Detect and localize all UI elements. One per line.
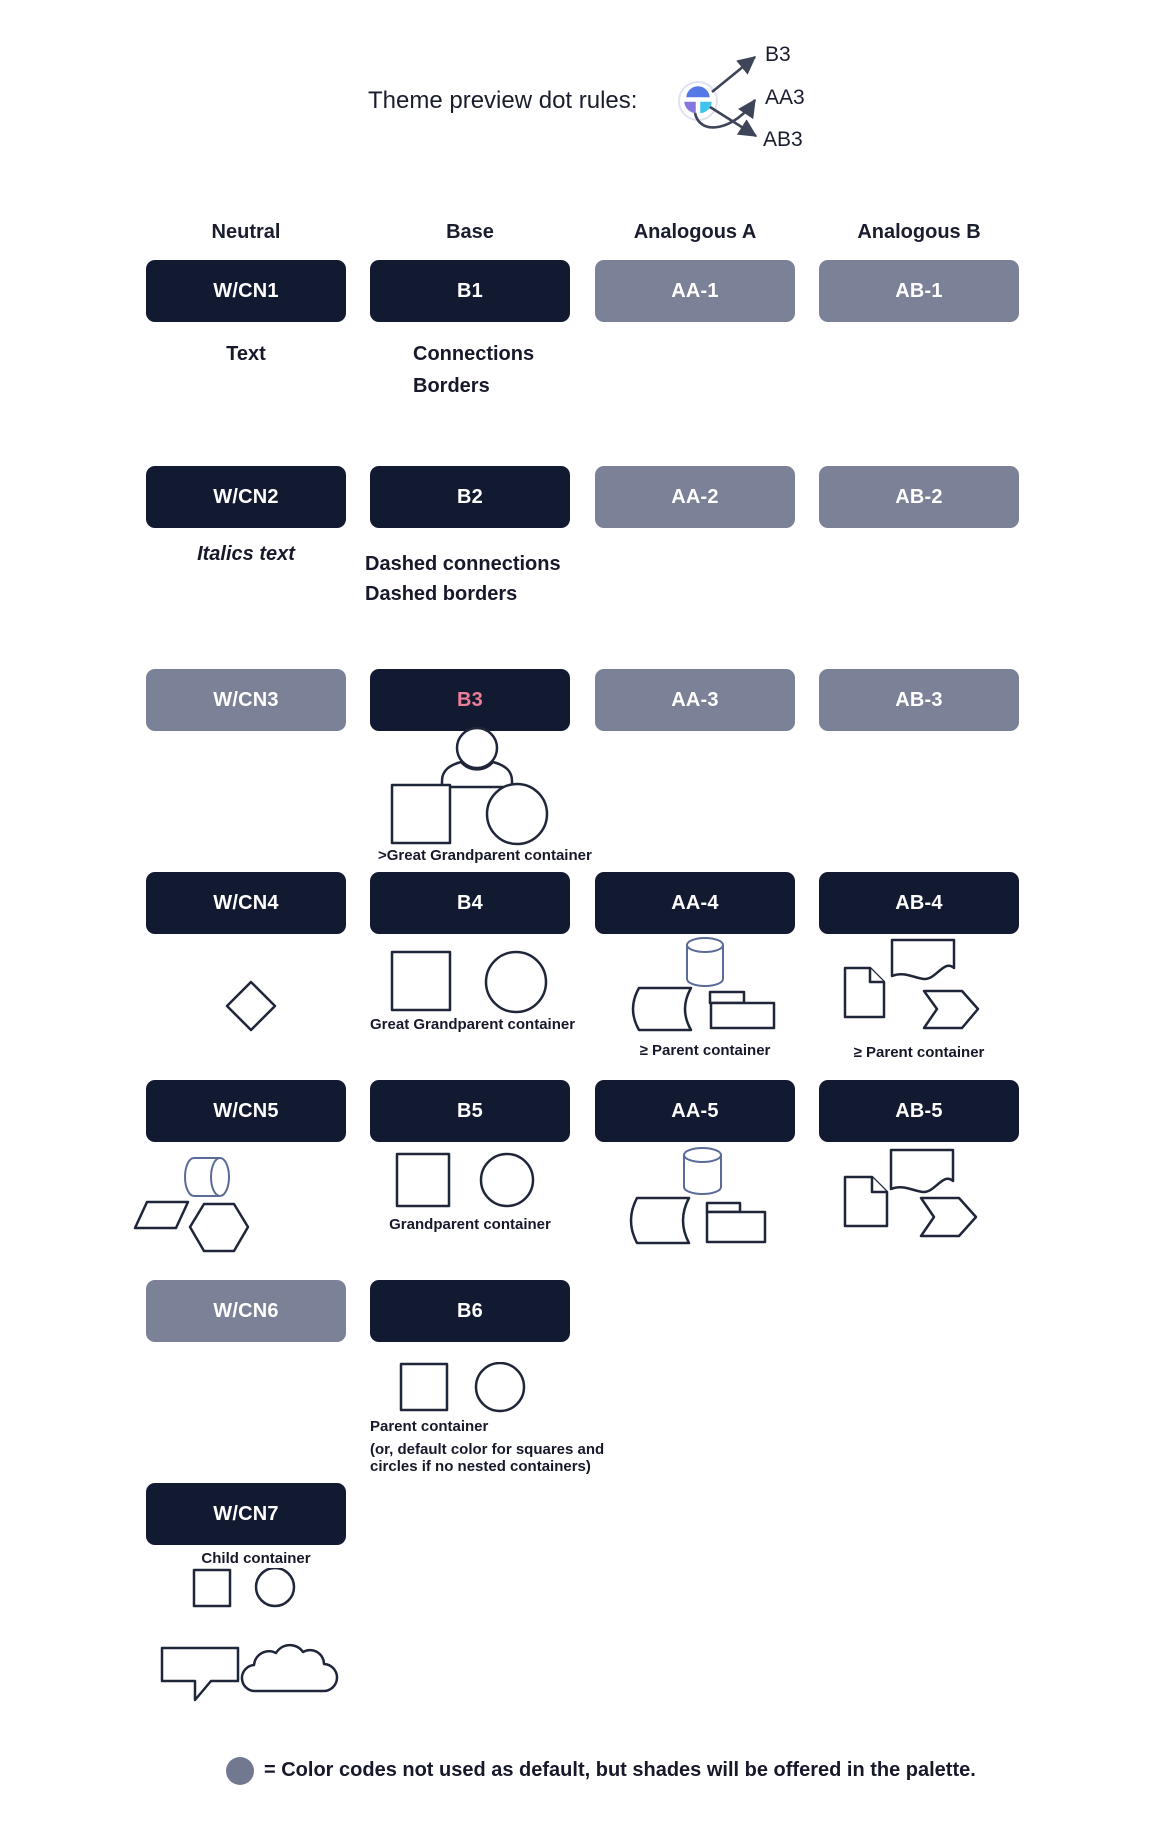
swatch-b3: B3 [370, 669, 570, 731]
wave-shape [892, 940, 954, 979]
folder-body-shape [707, 1212, 765, 1242]
folder-body-shape [711, 1003, 774, 1028]
circle-shape [256, 1568, 294, 1606]
wcn7-extra-shape-cluster [155, 1638, 340, 1710]
caption-base-dashed-borders: Dashed borders [365, 583, 518, 605]
document-shape [845, 968, 884, 1017]
swatch-wcn3: W/CN3 [146, 669, 346, 731]
swatch-ab5: AB-5 [819, 1080, 1019, 1142]
caption-b6-line1: Parent container [370, 1418, 489, 1435]
caption-b4: Great Grandparent container [370, 1016, 576, 1033]
ab4-shape-cluster [840, 935, 990, 1030]
square-shape [194, 1570, 230, 1606]
swatch-aa5: AA-5 [595, 1080, 795, 1142]
document-shape [845, 1177, 887, 1226]
chevron-shape [924, 991, 978, 1028]
legend-text: = Color codes not used as default, but shades will be offered in the palette. [264, 1759, 976, 1781]
dot-label-b3: B3 [765, 43, 791, 66]
folder-tab-shape [710, 992, 744, 1003]
chevron-shape [921, 1198, 976, 1236]
caption-b6-line2: (or, default color for squares and [370, 1441, 605, 1458]
person-head-icon [457, 728, 497, 768]
wave-shape [891, 1150, 953, 1192]
caption-base-connections: Connections [413, 343, 535, 365]
page-title: Theme preview dot rules: [368, 87, 638, 114]
b3-shape-cluster [370, 725, 590, 850]
hexagon-shape [190, 1204, 248, 1251]
wcn7-shape-cluster [192, 1568, 302, 1610]
square-shape [397, 1154, 449, 1206]
caption-b3: >Great Grandparent container [378, 847, 592, 864]
swatch-wcn1: W/CN1 [146, 260, 346, 322]
swatch-ab2: AB-2 [819, 466, 1019, 528]
cloud-shape [242, 1645, 337, 1691]
document-fold-icon [870, 968, 884, 982]
circle-shape [481, 1154, 533, 1206]
swatch-aa4: AA-4 [595, 872, 795, 934]
square-shape [401, 1364, 447, 1410]
horizontal-cylinder-end-icon [211, 1158, 229, 1196]
caption-b5: Grandparent container [389, 1216, 551, 1233]
swatch-b5: B5 [370, 1080, 570, 1142]
swatch-ab1: AB-1 [819, 260, 1019, 322]
caption-neutral-italics-text: Italics text [197, 543, 295, 565]
swatch-b6: B6 [370, 1280, 570, 1342]
arrow-to-b3 [712, 57, 755, 92]
aa4-shape-cluster [625, 932, 780, 1032]
swatch-b4: B4 [370, 872, 570, 934]
b5-shape-cluster [395, 1152, 540, 1210]
circle-shape [486, 952, 546, 1012]
caption-base-borders: Borders [413, 375, 490, 397]
caption-base-dashed-connections: Dashed connections [365, 553, 561, 575]
theme-preview-dot-diagram [655, 25, 850, 160]
arrow-to-ab3 [710, 107, 756, 136]
swatch-aa2: AA-2 [595, 466, 795, 528]
stored-data-shape [631, 1198, 689, 1243]
swatch-wcn2: W/CN2 [146, 466, 346, 528]
swatch-wcn6: W/CN6 [146, 1280, 346, 1342]
circle-shape [476, 1363, 524, 1411]
column-header-base: Base [446, 221, 494, 243]
stored-data-shape [633, 988, 691, 1030]
document-fold-icon [872, 1177, 887, 1192]
b4-shape-cluster [390, 950, 550, 1014]
dot-label-aa3: AA3 [765, 86, 805, 109]
swatch-wcn7: W/CN7 [146, 1483, 346, 1545]
ab5-shape-cluster [840, 1145, 990, 1240]
speech-bubble-shape [162, 1648, 238, 1700]
wcn4-shape-cluster [221, 980, 281, 1034]
b6-shape-cluster [399, 1362, 529, 1413]
swatch-wcn5: W/CN5 [146, 1080, 346, 1142]
column-header-analogous-b: Analogous B [857, 221, 981, 243]
caption-ab4: ≥ Parent container [853, 1044, 985, 1061]
swatch-aa3: AA-3 [595, 669, 795, 731]
swatch-aa1: AA-1 [595, 260, 795, 322]
swatch-ab3: AB-3 [819, 669, 1019, 731]
folder-tab-shape [707, 1203, 740, 1212]
square-shape [392, 785, 450, 843]
caption-neutral-text: Text [226, 343, 266, 365]
cylinder-top-icon [684, 1148, 721, 1162]
diamond-shape [227, 982, 275, 1030]
column-header-analogous-a: Analogous A [633, 221, 757, 243]
swatch-b1: B1 [370, 260, 570, 322]
cylinder-top-icon [687, 938, 723, 952]
caption-aa4: ≥ Parent container [639, 1042, 771, 1059]
swatch-b2: B2 [370, 466, 570, 528]
caption-b6-line3: circles if no nested containers) [370, 1458, 591, 1475]
wcn5-shape-cluster [130, 1150, 255, 1260]
aa5-shape-cluster [625, 1142, 775, 1247]
swatch-wcn4: W/CN4 [146, 872, 346, 934]
column-header-neutral: Neutral [211, 221, 281, 243]
legend-gray-dot-icon [226, 1757, 254, 1785]
swatch-ab4: AB-4 [819, 872, 1019, 934]
dot-label-ab3: AB3 [763, 128, 803, 151]
parallelogram-shape [135, 1202, 188, 1228]
square-shape [392, 952, 450, 1010]
caption-wcn7: Child container [201, 1550, 311, 1567]
circle-shape [487, 784, 547, 844]
